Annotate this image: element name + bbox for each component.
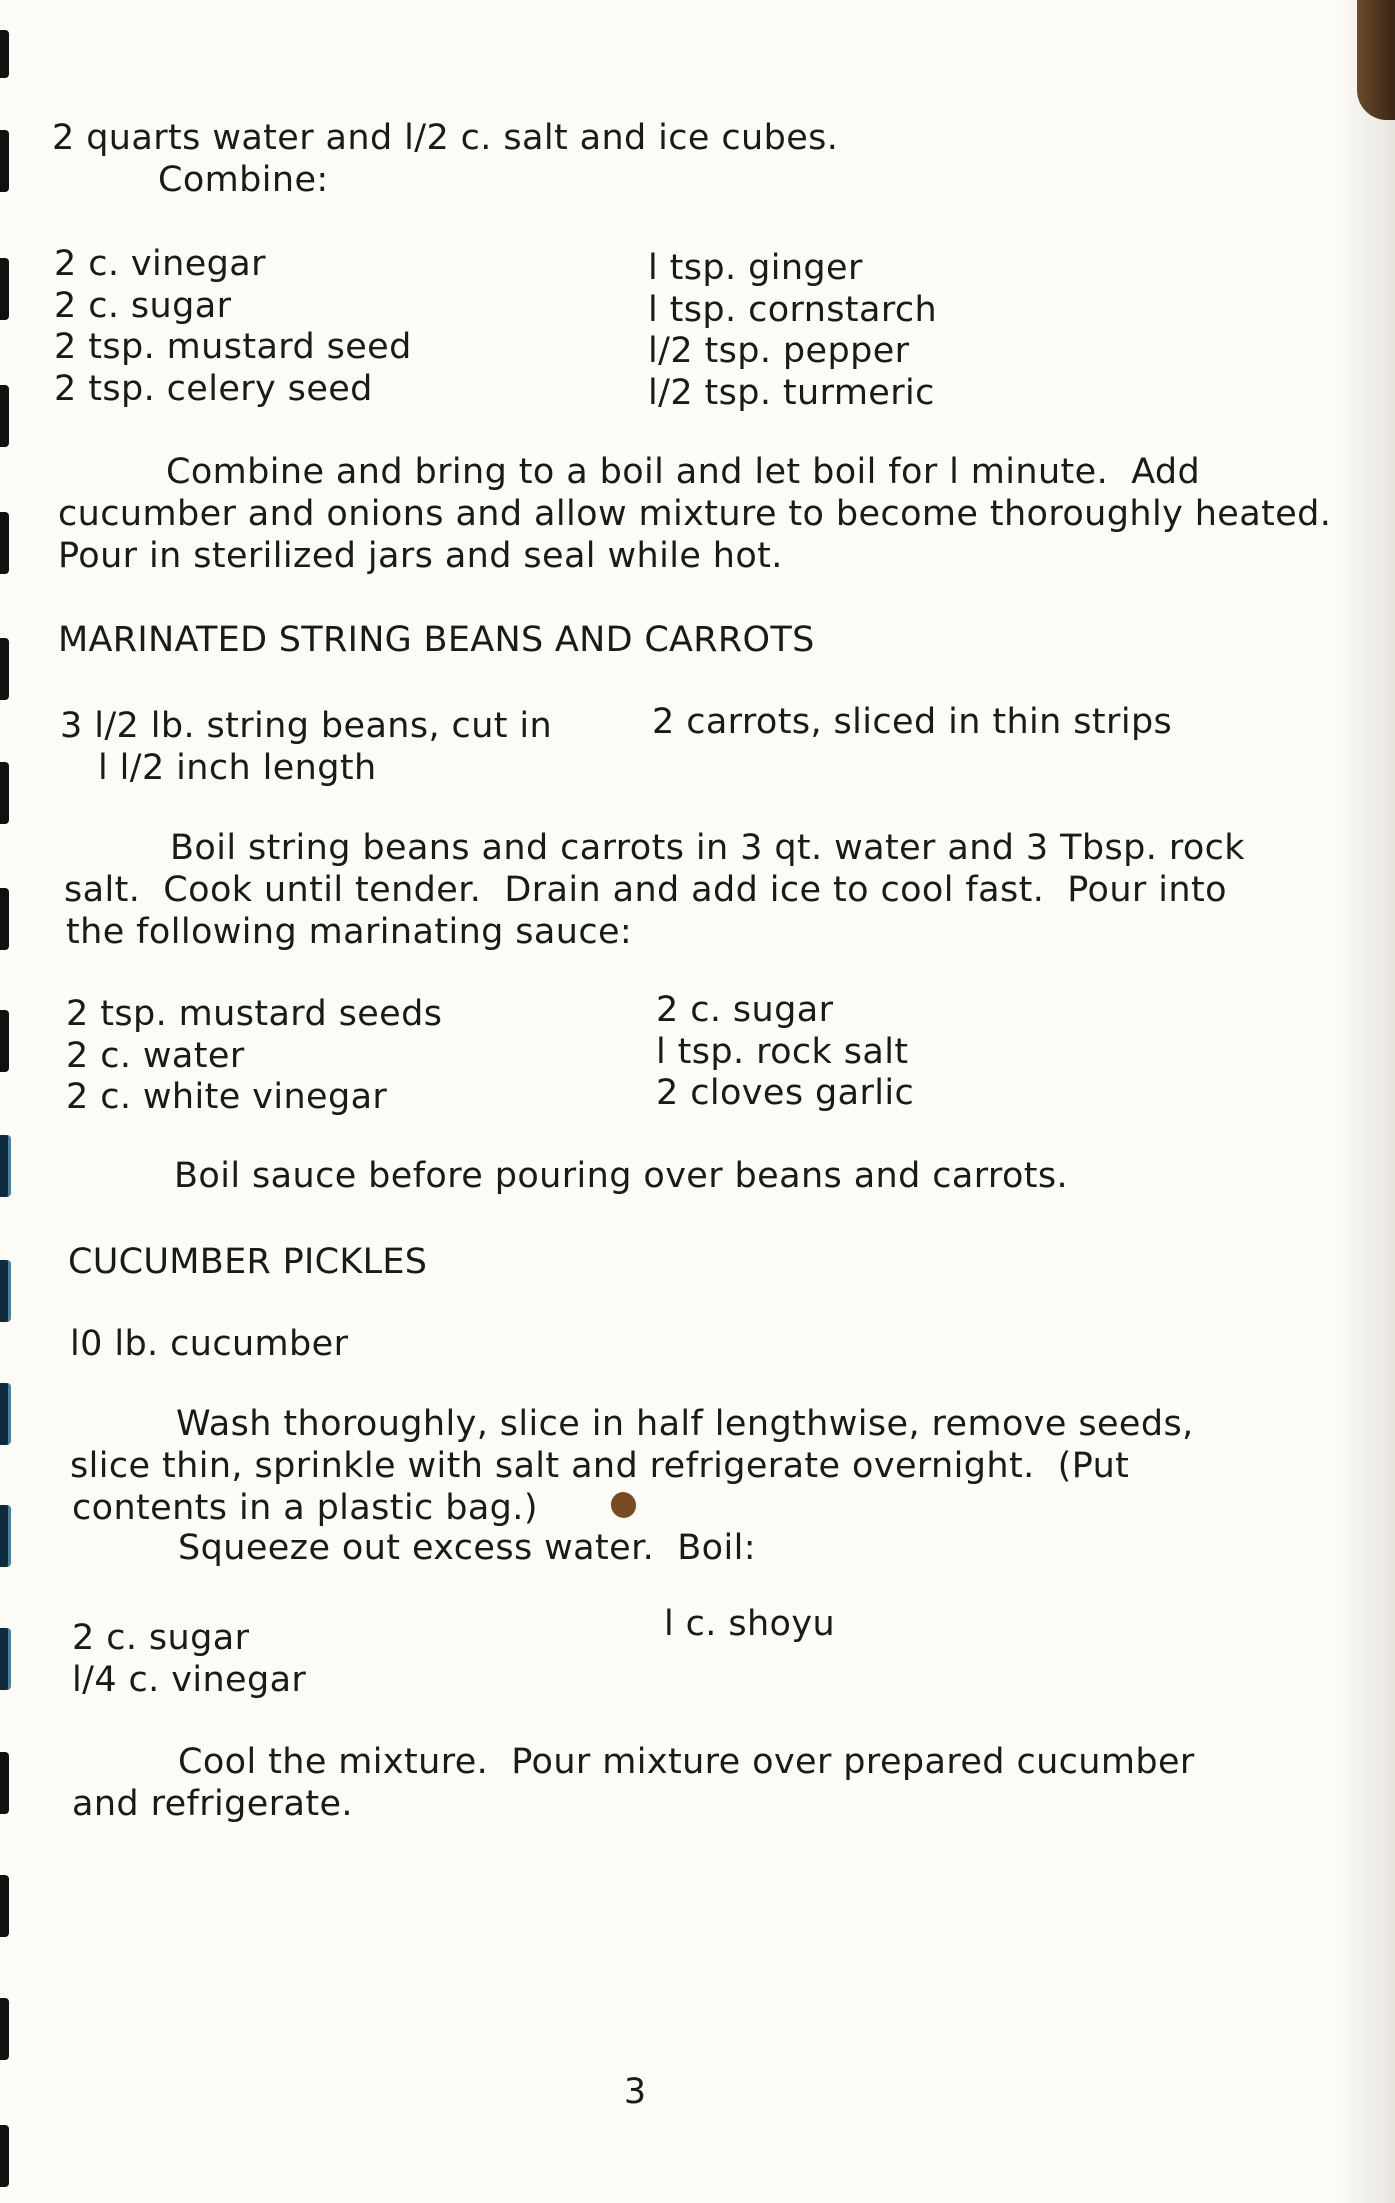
- recipe-title-cucumber-pickles: CUCUMBER PICKLES: [68, 1242, 428, 1282]
- sauce-list-left: [66, 994, 442, 1119]
- binding-ring: [0, 130, 9, 192]
- binding-ring: [0, 258, 9, 320]
- binding-ring: [0, 2125, 9, 2187]
- ingredient-list-left: [54, 244, 412, 410]
- binding-ring: [0, 1628, 11, 1690]
- ingredient-item: l tsp. cornstarch: [648, 289, 938, 330]
- directions-line: and refrigerate.: [72, 1784, 353, 1824]
- ingredient-item: l c. shoyu: [664, 1604, 836, 1644]
- intro-line: 2 quarts water and l/2 c. salt and ice cubes.: [52, 118, 839, 158]
- ingredient-list-right: [648, 248, 937, 414]
- binding-ring: [0, 512, 9, 574]
- binding-ring: [0, 1383, 11, 1445]
- ingredient-item: 2 tsp. mustard seeds: [66, 994, 443, 1034]
- ingredient-item: 2 c. sugar: [656, 990, 834, 1030]
- binding-ring: [0, 638, 9, 700]
- ingredient-item: 2 tsp. mustard seed: [54, 327, 412, 367]
- page-number: 3: [623, 2072, 647, 2112]
- ingredient-item: 2 c. white vinegar: [66, 1077, 388, 1117]
- ingredient-item: 2 cloves garlic: [656, 1073, 915, 1113]
- ingredient-item: l/2 tsp. turmeric: [648, 372, 935, 413]
- sauce-note: Boil sauce before pouring over beans and carrots.: [174, 1156, 1069, 1196]
- boil-list-left: [72, 1618, 306, 1701]
- ingredient-item: 2 carrots, sliced in thin strips: [652, 702, 1173, 742]
- binding-ring: [0, 1260, 11, 1322]
- ingredient-item: 2 c. vinegar: [54, 244, 266, 284]
- recipe-title-marinated-beans: MARINATED STRING BEANS AND CARROTS: [58, 620, 815, 660]
- ingredient-item: l0 lb. cucumber: [70, 1324, 349, 1364]
- ingredient-item: l tsp. ginger: [648, 248, 863, 288]
- page-edge-shadow: [1335, 0, 1395, 2203]
- binding-ring: [0, 1135, 11, 1197]
- ingredient-item: l/2 tsp. pepper: [648, 331, 910, 371]
- sauce-list-right: [656, 990, 914, 1115]
- directions-line: cucumber and onions and allow mixture to become thoroughly heated.: [58, 494, 1332, 534]
- directions-line: the following marinating sauce:: [66, 912, 633, 952]
- spiral-binding: [0, 0, 14, 2203]
- ingredient-item: 3 l/2 lb. string beans, cut in: [60, 706, 553, 746]
- binding-ring: [0, 385, 9, 447]
- ingredient-item: l l/2 inch length: [98, 748, 377, 788]
- directions-line: Combine and bring to a boil and let boil for l minute. Add: [166, 452, 1201, 492]
- ingredient-item: 2 tsp. celery seed: [54, 368, 373, 409]
- binding-ring: [0, 1875, 9, 1937]
- directions-line: Pour in sterilized jars and seal while hot.: [58, 536, 783, 576]
- directions-line: salt. Cook until tender. Drain and add ice to cool fast. Pour into: [64, 870, 1227, 910]
- directions-line: slice thin, sprinkle with salt and refrigerate overnight. (Put: [70, 1446, 1130, 1486]
- directions-line: Wash thoroughly, slice in half lengthwise, remove seeds,: [176, 1404, 1194, 1444]
- ingredient-item: 2 c. sugar: [54, 285, 232, 326]
- binding-ring: [0, 1505, 11, 1567]
- ingredient-item: 2 c. water: [66, 1035, 245, 1076]
- food-stain: [607, 1489, 639, 1522]
- binding-ring: [0, 1010, 9, 1072]
- binding-ring: [0, 1752, 9, 1814]
- binder-corner: [1357, 0, 1395, 120]
- directions-line: Cool the mixture. Pour mixture over prepared cucumber: [178, 1742, 1195, 1782]
- directions-line: Boil string beans and carrots in 3 qt. water and 3 Tbsp. rock: [170, 828, 1245, 868]
- directions-line: contents in a plastic bag.): [72, 1488, 538, 1528]
- combine-label: Combine:: [158, 160, 329, 200]
- binding-ring: [0, 888, 9, 950]
- binding-ring: [0, 30, 9, 78]
- ingredient-item: l/4 c. vinegar: [72, 1659, 307, 1700]
- squeeze-line: Squeeze out excess water. Boil:: [178, 1528, 756, 1568]
- binding-ring: [0, 762, 9, 824]
- ingredient-item: l tsp. rock salt: [656, 1031, 909, 1072]
- ingredient-item: 2 c. sugar: [72, 1618, 250, 1658]
- binding-ring: [0, 1998, 9, 2060]
